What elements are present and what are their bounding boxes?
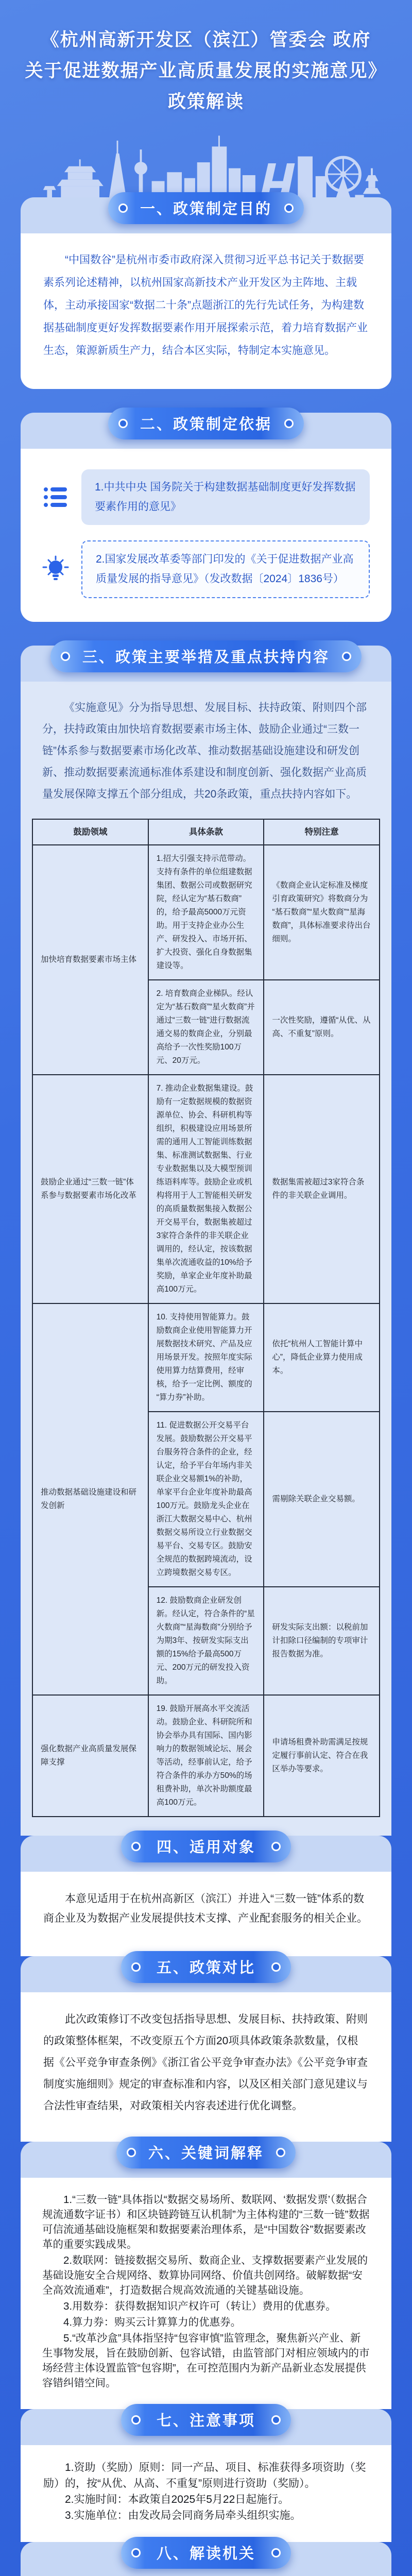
section-5-heading-pill — [121, 1951, 291, 1983]
note-cell: 需剔除关联企业交易额。 — [264, 1412, 380, 1587]
page-title-line-3: 政策解读 — [167, 92, 244, 112]
table-row — [32, 845, 380, 980]
body-paragraph: 此次政策修订不改变包括指导思想、发展目标、扶持政策、附则的政策整体框架，不改变原五个方面20项具体政策条款数量，仅根据《公平竞争审查条例》《浙江省公平竞争审查办法》《公平竞争审查制度实施细则》规定的审查标准和内容，以及区相关部门意见建议与合法性审查结果，对政策相关内容表述进行优化调整。 — [43, 2013, 368, 2112]
table-row — [32, 1075, 380, 1303]
section-main-measures — [21, 646, 391, 1836]
area-cell: 加快培育数据要素市场主体 — [32, 845, 148, 1075]
pill-dot-icon — [131, 1842, 141, 1851]
section-3-heading: 三、政策主要举措及重点扶持内容 — [82, 649, 330, 666]
section-policy-comparison — [21, 1956, 391, 2142]
sections-stack — [21, 646, 391, 2576]
section-applicable-targets — [21, 1836, 391, 1956]
clause-cell: 12. 鼓励数商企业研发创新。经认定，符合条件的“星火数商”“星海数商”分别给予为期3年、按研发实际支出额的15%给予最高500万元、200万元的研发投入资助。 — [148, 1587, 264, 1695]
pill-dot-icon — [271, 2415, 281, 2425]
section-6-heading-pill — [116, 2137, 296, 2168]
pill-dot-icon — [131, 2415, 141, 2425]
policy-table — [32, 819, 380, 1817]
section-8-heading: 八、解读机关 — [156, 2546, 255, 2563]
measures-intro-paragraph: 《实施意见》分为指导思想、发展目标、扶持政策、附则四个部分，扶持政策由加快培育数据要素市场主体、鼓励企业通过“三数一链”体系参与数据要素市场化改革、推动数据基础设施建设和研发创新、推动数据要素流通标准体系建设和制度创新、强化数据产业高质量发展保障支撑五个部分组成，共20条政策，重点扶持内容如下。 — [42, 701, 367, 800]
keyword-item: 1.“三数一链”具体指以“数据交易场所、数联网、‘数据发票’（数据合规流通数字证书）和区块链跨链互认机制”为主体构建的“三数一链”数据可信流通基础设施框架和数据要素治理体系，是“中国数谷”数据要素改革的重要实践成果。 — [42, 2193, 370, 2250]
basis-text: 1.中共中央 国务院关于构建数据基础制度更好发挥数据要素作用的意见》 — [81, 469, 370, 525]
policy-table-header — [32, 819, 380, 845]
section-policy-basis — [21, 413, 391, 622]
basis-item — [42, 469, 370, 525]
section-1-heading-pill — [108, 192, 304, 224]
keyword-item: 5.“改革沙盒”具体指坚持“包容审慎”监管理念，聚焦新兴产业、新生事物发展，旨在鼓励创新、包容试错，由监管部门对相应领域内的市场经营主体设置监管“包容期”，在可控范围内为新产品新业态发展提供容错纠错空间。 — [42, 2332, 370, 2389]
section-4-heading-pill — [121, 1831, 291, 1862]
precaution-item: 1.资助（奖励）原则：同一产品、项目、标准获得多项资助（奖励）的，按“从优、从高、不重复”原则进行资助（奖励）。 — [43, 2461, 366, 2489]
pill-dot-icon — [284, 419, 294, 428]
pill-dot-icon — [284, 204, 294, 213]
table-row — [32, 1303, 380, 1412]
pill-dot-icon — [276, 2148, 285, 2157]
section-8-band — [21, 2542, 391, 2576]
note-cell: 研发实际支出额：以税前加计扣除口径编制的专项审计报告数据为准。 — [264, 1587, 380, 1695]
pill-dot-icon — [131, 2548, 141, 2557]
pill-dot-icon — [131, 1962, 141, 1972]
body-paragraph: “中国数谷”是杭州市委市政府深入贯彻习近平总书记关于数据要素系列论述精神，以杭州国家高新技术产业开发区为主阵地、主载体，主动承接国家“数据二十条”点题浙江的先行先试任务，为构建数据基础制度更好发挥数据要素作用开展探索示范，着力培育数据产业生态，策源新质生产力，结合本区实际，特制定本实施意见。 — [43, 253, 368, 357]
table-header-cell: 鼓励领域 — [32, 819, 148, 845]
section-precautions — [21, 2409, 391, 2542]
pill-dot-icon — [271, 2548, 281, 2557]
section-1-band — [21, 197, 391, 233]
section-8-heading-pill — [121, 2537, 291, 2569]
table-header-cell: 具体条款 — [148, 819, 264, 845]
section-5-heading: 五、政策对比 — [156, 1960, 255, 1977]
area-cell: 强化数据产业高质量发展保障支撑 — [32, 1695, 148, 1817]
section-5-content — [21, 1992, 391, 2142]
table-row — [32, 1695, 380, 1817]
section-interpreting-agency — [21, 2542, 391, 2576]
page-title — [24, 25, 388, 117]
section-2-heading-pill — [108, 408, 304, 439]
precaution-item: 3.实施单位：由发改局会同商务局牵头组织实施。 — [65, 2509, 301, 2521]
section-keyword-explanations — [21, 2142, 391, 2409]
area-cell: 鼓励企业通过“三数一链”体系参与数据要素市场化改革 — [32, 1075, 148, 1303]
area-cell: 推动数据基础设施建设和研发创新 — [32, 1303, 148, 1695]
section-6-band — [21, 2142, 391, 2178]
note-cell: 依托“杭州人工智能计算中心”，降低企业算力使用成本。 — [264, 1303, 380, 1412]
table-header-cell: 特别注意 — [264, 819, 380, 845]
section-7-content — [21, 2445, 391, 2542]
note-cell: 一次性奖励，遵循“从优、从高、不重复”原则。 — [264, 980, 380, 1075]
section-7-heading: 七、注意事项 — [156, 2413, 255, 2430]
clause-cell: 7. 推动企业数据集建设。鼓励有一定数据规模的数据资源单位、协会、科研机构等组织，积极建设应用场景所需的通用人工智能训练数据集、标准测试数据集、行业专业数据集以及大模型预训练语料库等。鼓励企业或机构将用于人工智能相关研发的高质量数据集接入数据公开交易平台，数据集被超过3家符合条件的非关联企业调用的，经认定，按该数据集单次流通收益的10%给予奖励，单家企业年度补助最高100万元。 — [148, 1075, 264, 1303]
keyword-item: 4.算力券：购买云计算算力的优惠券。 — [63, 2316, 242, 2328]
clause-cell: 1.招大引强支持示范带动。支持有条件的单位组建数据集团、数据公司或数据研究院，经认定为“基石数商”的，给予最高5000万元资助。用于支持企业办公生产、研发投入、市场开拓、扩大投资、强化自身数据集建设等。 — [148, 845, 264, 980]
section-4-content — [21, 1872, 391, 1956]
body-paragraph: 本意见适用于在杭州高新区（滨江）并进入“三数一链”体系的数商企业及为数据产业发展提供技术支撑、产业配套服务的相关企业。 — [43, 1892, 368, 1924]
section-3-band — [21, 646, 391, 682]
section-1-content — [21, 233, 391, 389]
section-6-content — [21, 2178, 391, 2409]
basis-text: 2.国家发展改革委等部门印发的《关于促进数据产业高质量发展的指导意见》（发改数据〔2024〕1836号） — [81, 540, 370, 598]
section-1-heading: 一、政策制定目的 — [140, 201, 272, 218]
pill-dot-icon — [342, 652, 351, 661]
section-2-band — [21, 413, 391, 449]
bulb-icon — [42, 555, 69, 584]
pill-dot-icon — [127, 2148, 136, 2157]
pill-dot-icon — [271, 1842, 281, 1851]
section-3-heading-pill — [50, 640, 362, 672]
section-7-heading-pill — [121, 2404, 291, 2436]
pill-dot-icon — [118, 204, 128, 213]
keyword-item: 3.用数券：获得数据知识产权许可（转让）费用的优惠券。 — [63, 2300, 336, 2312]
note-cell: 《数商企业认定标准及梯度引育政策研究》将数商分为“基石数商”“星火数商”“星海数商”，具体标准要求待出台细则。 — [264, 845, 380, 980]
clause-cell: 10. 支持使用智能算力。鼓励数商企业使用智能算力开展数据技术研究、产品及应用场景开发。按照年度实际使用算力结算费用，经审核，给予一定比例、额度的“算力券”补助。 — [148, 1303, 264, 1412]
pill-dot-icon — [61, 652, 70, 661]
precaution-item: 2.实施时间：本政策自2025年5月22日起施行。 — [65, 2493, 289, 2505]
section-3-content — [21, 682, 391, 1836]
pill-dot-icon — [118, 419, 128, 428]
section-5-band — [21, 1956, 391, 1992]
page-title-line-2: 关于促进数据产业高质量发展的实施意见》 — [25, 61, 387, 81]
note-cell: 申请场租费补助需满足按规定履行事前认定、符合在我区举办等要求。 — [264, 1695, 380, 1817]
section-2-heading: 二、政策制定依据 — [140, 416, 272, 433]
list-icon — [42, 485, 69, 509]
note-cell: 数据集需被超过3家符合条件的非关联企业调用。 — [264, 1075, 380, 1303]
keyword-item: 2.数联网：链接数据交易所、数商企业、支撑数据要素产业发展的基础设施安全合规网络、数算协同网络、价值共创网络。破解数据“安全高效流通难”，打造数据合规高效流通的关键基础设施。 — [42, 2254, 368, 2296]
page-title-line-1: 《杭州高新开发区（滨江）管委会 政府 — [41, 30, 371, 50]
section-policy-purpose — [21, 197, 391, 389]
basis-item — [42, 540, 370, 598]
section-4-band — [21, 1836, 391, 1872]
section-7-band — [21, 2409, 391, 2445]
section-6-heading: 六、关键词解释 — [148, 2145, 264, 2162]
clause-cell: 11. 促进数据公开交易平台发展。鼓励数据公开交易平台服务符合条件的企业，经认定，给予平台年场内非关联企业交易额1%的补助，单家平台企业年度补助最高100万元。鼓励龙头企业在浙江大数据交易中心、杭州数据交易所设立行业数据交易平台、交易专区。鼓励安全规范的数据跨境流动，设立跨境数据交易专区。 — [148, 1412, 264, 1587]
clause-cell: 19. 鼓励开展高水平交流活动。鼓励企业、科研院所和协会举办具有国际、国内影响力的数据领域论坛、展会等活动，经事前认定，给予符合条件的承办方50%的场租费补助，单次补助额度最高100万元。 — [148, 1695, 264, 1817]
section-4-heading: 四、适用对象 — [156, 1839, 255, 1856]
pill-dot-icon — [271, 1962, 281, 1972]
clause-cell: 2. 培育数商企业梯队。经认定为“基石数商”“星火数商”并通过“三数一链”进行数据流通交易的数商企业，分别最高给予一次性奖励100万元、20万元。 — [148, 980, 264, 1075]
section-2-content — [21, 449, 391, 622]
